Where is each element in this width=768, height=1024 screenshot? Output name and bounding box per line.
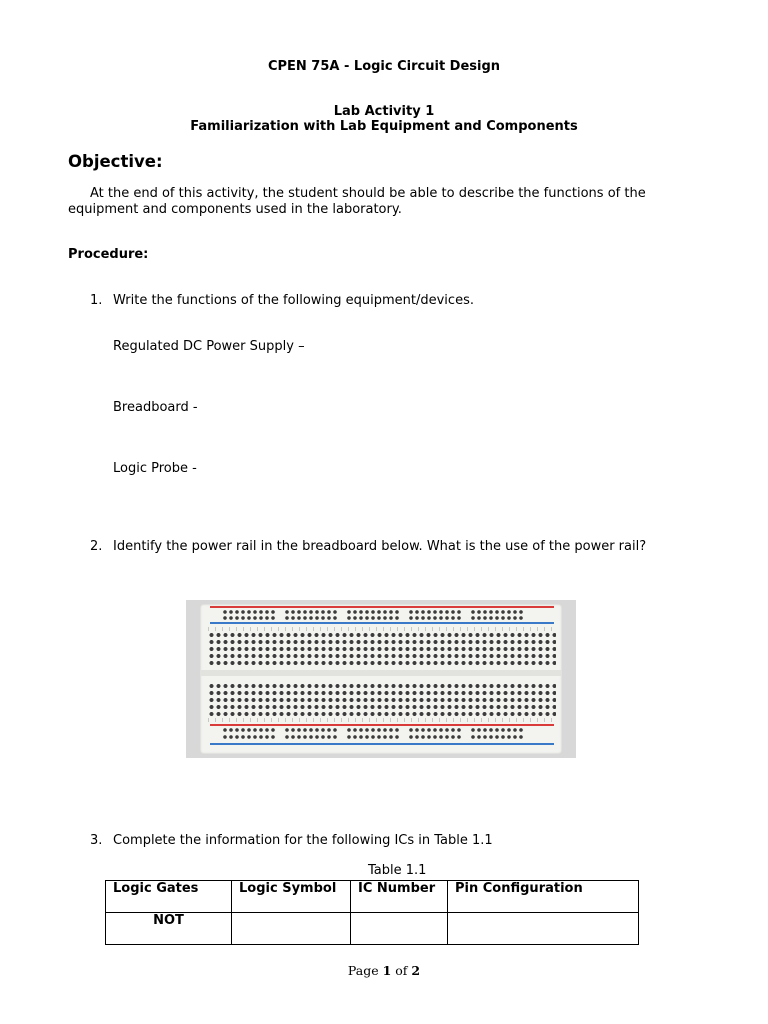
table-row — [106, 913, 639, 945]
page-footer — [0, 963, 768, 978]
footer-current-page: 1 — [382, 963, 392, 978]
subitem-power-supply: Regulated DC Power Supply – — [113, 339, 305, 354]
breadboard-photo — [186, 600, 576, 758]
cell-gate: NOT — [106, 913, 232, 945]
footer-of-word: of — [395, 963, 408, 978]
header-ic-number: IC Number — [351, 881, 448, 913]
subitem-breadboard: Breadboard - — [113, 400, 198, 415]
cell-ic-number — [351, 913, 448, 945]
item-1-text: Write the functions of the following equipment/devices. — [113, 293, 474, 308]
ic-table — [105, 880, 639, 945]
item-1-number: 1. — [90, 293, 103, 308]
procedure-heading: Procedure: — [68, 247, 149, 262]
item-2-number: 2. — [90, 539, 103, 554]
header-logic-gates: Logic Gates — [106, 881, 232, 913]
cell-pin-config — [448, 913, 639, 945]
item-3-text: Complete the information for the following ICs in Table 1.1 — [113, 833, 493, 848]
header-logic-symbol: Logic Symbol — [232, 881, 351, 913]
item-2-text: Identify the power rail in the breadboard below. What is the use of the power rail? — [113, 539, 647, 554]
lab-subtitle: Familiarization with Lab Equipment and Components — [190, 119, 578, 134]
cell-symbol — [232, 913, 351, 945]
header-pin-configuration: Pin Configuration — [448, 881, 639, 913]
objective-heading: Objective: — [68, 152, 163, 171]
footer-total-pages: 2 — [411, 963, 421, 978]
subitem-logic-probe: Logic Probe - — [113, 461, 197, 476]
table-caption: Table 1.1 — [368, 863, 427, 878]
footer-page-word: Page — [347, 963, 379, 978]
item-3-number: 3. — [90, 833, 103, 848]
objective-text: At the end of this activity, the student should be able to describe the functions of the equipment and components used in the laboratory. — [68, 186, 646, 217]
lab-title: Lab Activity 1 — [333, 104, 435, 119]
course-title: CPEN 75A - Logic Circuit Design — [267, 59, 501, 74]
table-header-row — [106, 881, 639, 913]
